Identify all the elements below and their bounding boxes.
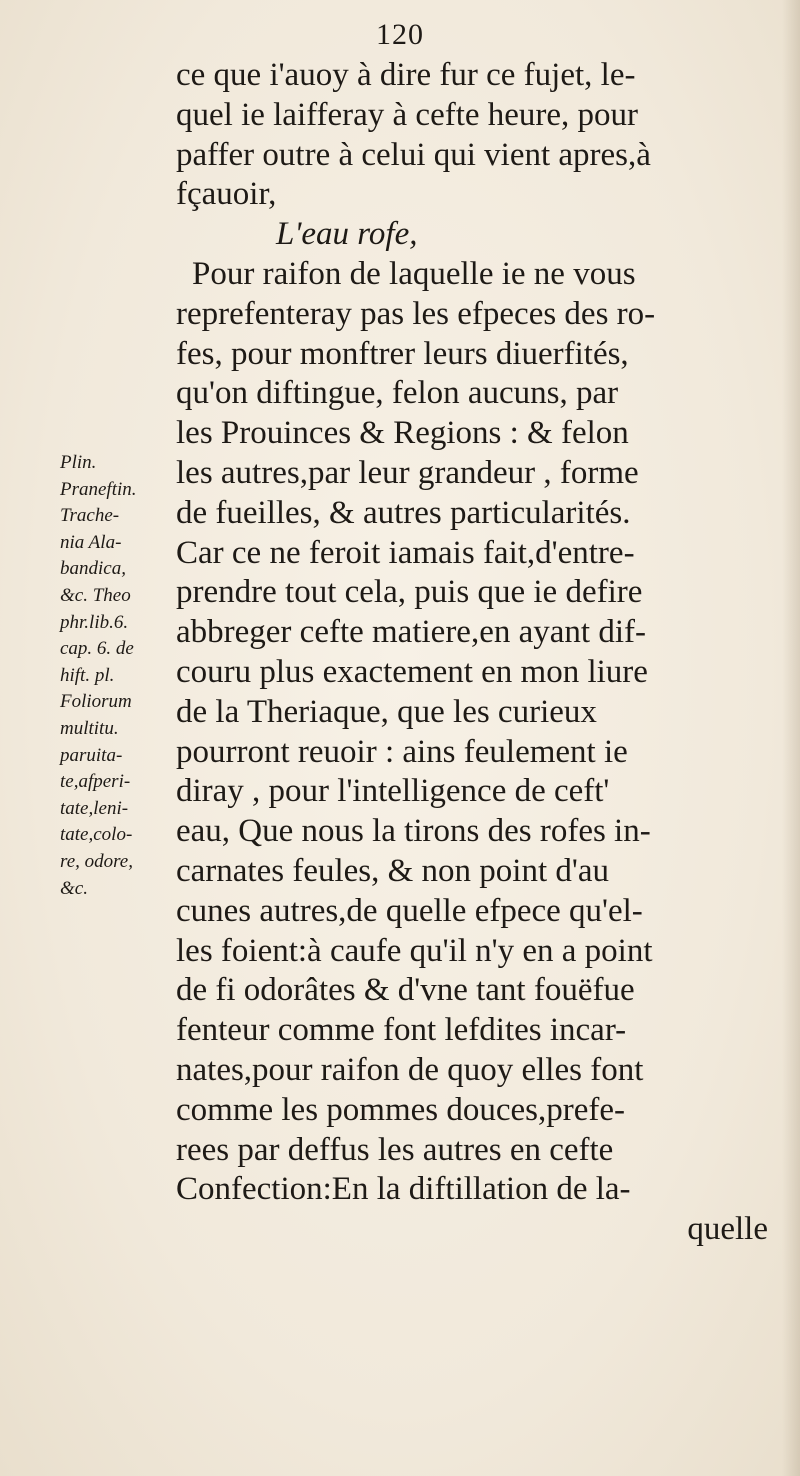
margin-notes	[60, 450, 180, 902]
margin-note-line: tate,colo-	[60, 824, 133, 846]
text-line: carnates feules, & non point d'au	[176, 852, 609, 889]
margin-note-line: multitu.	[60, 717, 119, 739]
margin-note-line: Praneftin.	[60, 478, 137, 500]
section-heading: L'eau rofe,	[276, 216, 418, 253]
text-line: de fueilles, & autres particularités.	[176, 494, 631, 531]
text-line: abbreger cefte matiere,en ayant dif-	[176, 614, 646, 651]
margin-note-line: tate,leni-	[60, 797, 129, 819]
margin-note-line: bandica,	[60, 558, 126, 580]
text-line: Pour raifon de laquelle ie ne vous	[192, 255, 636, 292]
margin-note-line: cap. 6. de	[60, 638, 134, 660]
margin-note-line: Plin.	[60, 452, 97, 473]
margin-note-line: paruita-	[60, 744, 123, 766]
text-line: quel ie laifferay à cefte heure, pour	[176, 96, 639, 133]
text-line: diray , pour l'intelligence de ceft'	[176, 773, 610, 810]
margin-note-line: &c. Theo	[60, 584, 131, 606]
text-line: cunes autres,de quelle efpece qu'el-	[176, 892, 643, 929]
catchword: quelle	[687, 1211, 768, 1248]
margin-note-line: Foliorum	[60, 691, 132, 713]
text-line: de la Theriaque, que les curieux	[176, 693, 597, 730]
text-line: couru plus exactement en mon liure	[176, 653, 648, 690]
text-line: comme les pommes douces,prefe-	[176, 1091, 626, 1128]
text-line: fes, pour monftrer leurs diuerfités,	[176, 335, 629, 372]
text-line: Car ce ne feroit iamais fait,d'entre-	[176, 534, 635, 571]
margin-note-line: Trache-	[60, 505, 120, 527]
margin-note-line: phr.lib.6.	[60, 611, 129, 633]
text-line: paffer outre à celui qui vient apres,à	[176, 136, 651, 173]
page-number: 120	[376, 18, 424, 51]
text-line: fenteur comme font lefdites incar-	[176, 1012, 627, 1049]
text-line: Confection:En la diftillation de la-	[176, 1171, 631, 1208]
text-line: qu'on diftingue, felon aucuns, par	[176, 375, 619, 412]
text-line: rees par deffus les autres en cefte	[176, 1131, 614, 1168]
text-line: les foient:à caufe qu'il n'y en a point	[176, 932, 653, 969]
text-line: les Prouinces & Regions : & felon	[176, 415, 629, 452]
text-line: eau, Que nous la tirons des rofes in-	[176, 813, 651, 850]
text-line: de fi odorâtes & d'vne tant fouëfue	[176, 972, 635, 1009]
text-line: ce que i'auoy à dire fur ce fujet, le-	[176, 57, 636, 93]
text-line: nates,pour raifon de quoy elles font	[176, 1051, 644, 1088]
text-line: prendre tout cela, puis que ie defire	[176, 574, 643, 611]
text-line: les autres,par leur grandeur , forme	[176, 454, 639, 491]
margin-note-line: re, odore,	[60, 850, 133, 872]
margin-note-line: nia Ala-	[60, 531, 122, 553]
margin-note-line: &c.	[60, 877, 88, 899]
margin-note-line: te,afperi-	[60, 771, 131, 793]
text-line: reprefenteray pas les efpeces des ro-	[176, 295, 656, 332]
margin-note-line: hift. pl.	[60, 664, 115, 686]
text-line: fçauoir,	[176, 176, 277, 213]
text-line: pourront reuoir : ains feulement ie	[176, 733, 628, 770]
main-text-block	[176, 56, 796, 1250]
